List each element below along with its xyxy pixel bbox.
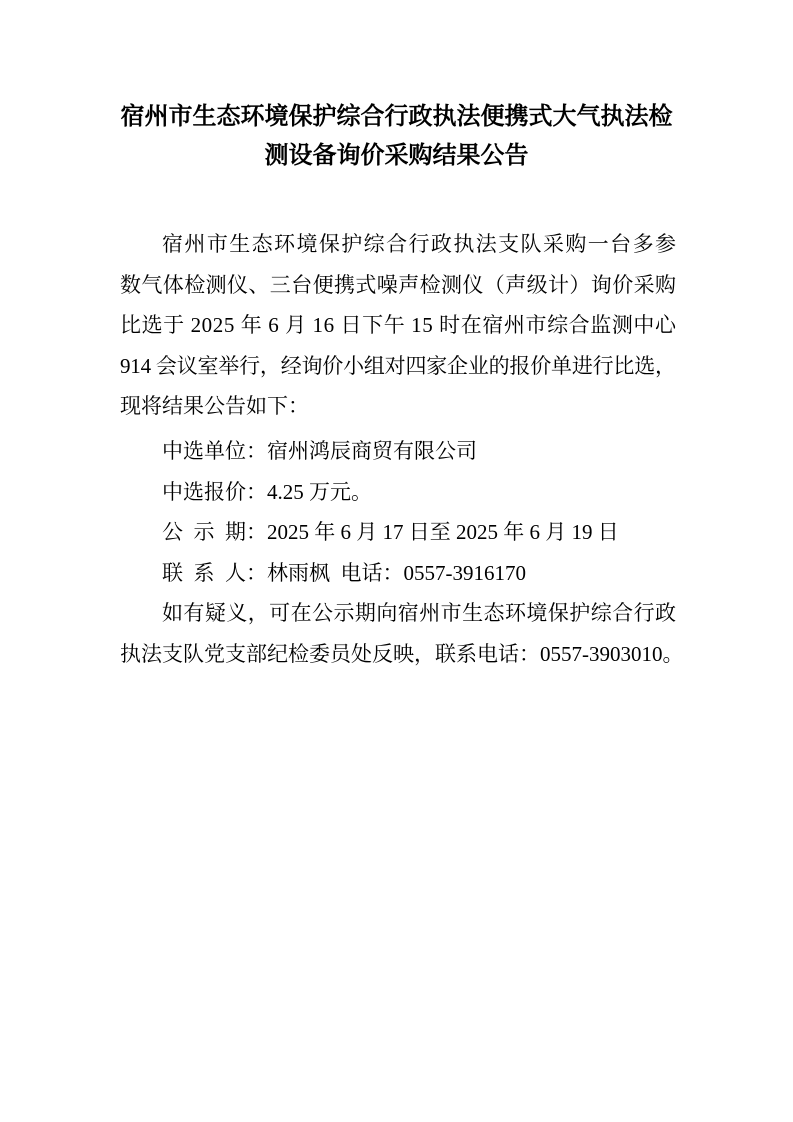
title-line-2: 测设备询价采购结果公告	[264, 143, 529, 169]
period-label: 公 示 期：	[162, 520, 267, 545]
objection-line-2	[120, 634, 684, 675]
objection-paragraph	[120, 593, 684, 674]
contact-name: 林雨枫	[267, 560, 330, 585]
intro-line-4-text: 914 会议室举行，经询价小组对四家企业的报价单进行比选，	[120, 353, 676, 378]
contact-label: 联 系 人：	[162, 560, 267, 585]
intro-line-1	[120, 224, 676, 265]
phone-label: 电话：	[340, 560, 404, 585]
result-price	[120, 472, 676, 513]
intro-line-1-text: 宿州市生态环境保护综合行政执法支队采购一台多参	[162, 232, 678, 256]
announcement-title	[0, 98, 793, 176]
intro-line-5-text: 现将结果公告如下：	[120, 394, 309, 419]
objection-line-1-text: 如有疑义，可在公示期向宿州市生态环境保护综合行政	[162, 601, 677, 626]
phone-value: 0557-3916170	[403, 560, 526, 585]
intro-paragraph	[120, 224, 676, 427]
winner-value: 宿州鸿辰商贸有限公司	[267, 438, 477, 463]
intro-line-3-text: 比选于 2025 年 6 月 16 日下午 15 时在宿州市综合监测中心	[120, 313, 677, 338]
price-label: 中选报价：	[162, 479, 267, 504]
result-winner	[120, 431, 676, 472]
intro-line-2-text: 数气体检测仪、三台便携式噪声检测仪（声级计）询价采购	[120, 272, 677, 297]
announcement-body	[120, 224, 684, 675]
result-publicity-period	[120, 512, 676, 553]
intro-line-2	[120, 265, 676, 306]
intro-line-3	[120, 305, 676, 346]
result-contact	[120, 553, 676, 594]
objection-line-1	[120, 593, 676, 634]
winner-label: 中选单位：	[162, 438, 267, 463]
period-value: 2025 年 6 月 17 日至 2025 年 6 月 19 日	[267, 520, 619, 545]
result-details	[120, 431, 676, 593]
intro-line-5	[120, 386, 676, 427]
intro-line-4	[120, 346, 676, 387]
title-line-1: 宿州市生态环境保护综合行政执法便携式大气执法检	[120, 104, 673, 130]
objection-line-2-text: 执法支队党支部纪检委员处反映，联系电话：0557-3903010。	[120, 641, 684, 666]
price-value: 4.25 万元。	[267, 479, 372, 504]
